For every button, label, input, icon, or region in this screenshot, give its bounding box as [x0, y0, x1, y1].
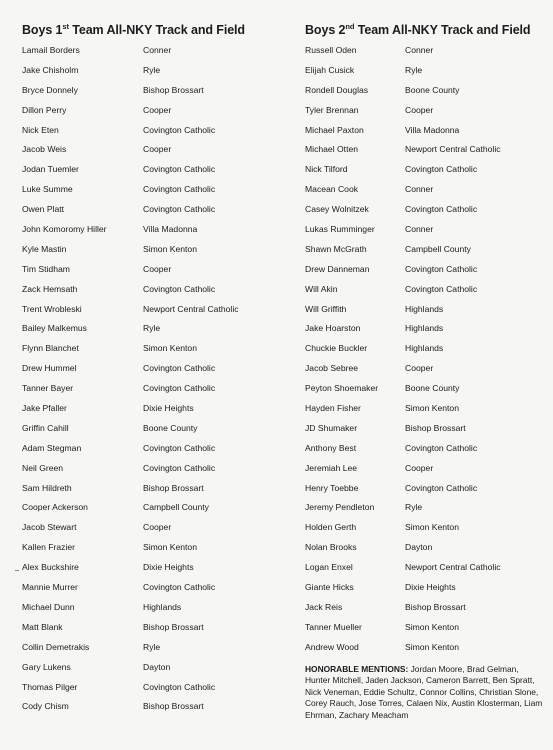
list-item — [22, 43, 282, 63]
athlete-name: Alex Buckshire — [22, 562, 79, 573]
school-name: Covington Catholic — [143, 363, 216, 374]
athlete-name: Will Griffith — [305, 303, 347, 314]
list-item — [305, 560, 550, 580]
list-item — [305, 540, 550, 560]
school-name: Newport Central Catholic — [405, 562, 501, 573]
school-name: Cooper — [143, 522, 172, 533]
school-name: Cooper — [143, 104, 172, 115]
list-item — [305, 182, 550, 202]
athlete-name: Anthony Best — [305, 442, 357, 453]
athlete-name: Drew Hummel — [22, 363, 77, 374]
athlete-name: Rondell Douglas — [305, 84, 369, 95]
list-item — [22, 660, 282, 680]
athlete-name: Flynn Blanchet — [22, 343, 79, 354]
athlete-name: Gary Lukens — [22, 661, 71, 672]
list-item — [22, 540, 282, 560]
list-item — [305, 63, 550, 83]
school-name: Campbell County — [405, 243, 471, 254]
title-text: Boys 2 — [305, 23, 346, 38]
list-item — [22, 441, 282, 461]
school-name: Bishop Brossart — [143, 621, 204, 632]
school-name: Highlands — [405, 323, 444, 334]
title-ordinal: st — [62, 22, 69, 31]
athlete-name: Sam Hildreth — [22, 482, 72, 493]
school-name: Covington Catholic — [143, 124, 216, 135]
school-name: Covington Catholic — [143, 204, 216, 215]
list-item — [305, 500, 550, 520]
list-item — [22, 620, 282, 640]
list-item — [22, 222, 282, 242]
athlete-name: Jake Hoarston — [305, 323, 361, 334]
athlete-name: Jeremiah Lee — [305, 462, 358, 473]
list-item — [22, 242, 282, 262]
athlete-name: Tim Stidham — [22, 263, 70, 274]
school-name: Covington Catholic — [143, 582, 216, 593]
school-name: Cooper — [405, 363, 434, 374]
athlete-name: Russell Oden — [305, 45, 357, 55]
list-item — [305, 520, 550, 540]
school-name: Simon Kenton — [405, 641, 459, 652]
school-name: Simon Kenton — [405, 522, 459, 533]
list-item — [305, 162, 550, 182]
school-name: Boone County — [143, 422, 198, 433]
school-name: Villa Madonna — [143, 224, 198, 235]
school-name: Covington Catholic — [405, 482, 478, 493]
school-name: Newport Central Catholic — [405, 144, 501, 155]
list-item — [305, 222, 550, 242]
athlete-name: Elijah Cusick — [305, 64, 355, 75]
athlete-name: Casey Wolnitzek — [305, 204, 369, 215]
list-item — [22, 321, 282, 341]
school-name: Dixie Heights — [143, 403, 194, 414]
school-name: Conner — [405, 45, 434, 55]
list-item — [305, 103, 550, 123]
school-name: Covington Catholic — [405, 204, 478, 215]
athlete-name: Logan Enxel — [305, 562, 353, 573]
athlete-name: Jacob Weis — [22, 144, 67, 155]
list-item — [305, 83, 550, 103]
athlete-name: Cooper Ackerson — [22, 502, 88, 513]
school-name: Boone County — [405, 84, 460, 95]
athlete-name: Lukas Rumminger — [305, 224, 375, 235]
title-text: Team All-NKY Track and Field — [68, 23, 245, 38]
athlete-name: Luke Summe — [22, 184, 73, 195]
school-name: Cooper — [405, 104, 434, 115]
athlete-name: Jack Reis — [305, 601, 343, 612]
list-item — [22, 182, 282, 202]
school-name: Covington Catholic — [405, 263, 478, 274]
list-item — [305, 381, 550, 401]
school-name: Campbell County — [143, 502, 209, 513]
school-name: Cooper — [143, 263, 172, 274]
athlete-name: Zack Hemsath — [22, 283, 78, 294]
list-item — [305, 142, 550, 162]
list-item — [22, 262, 282, 282]
athlete-name: Jeremy Pendleton — [305, 502, 375, 513]
list-item — [305, 43, 550, 63]
list-item — [22, 162, 282, 182]
school-name: Cooper — [405, 462, 434, 473]
school-name: Conner — [143, 45, 172, 55]
athlete-name: Dillon Perry — [22, 104, 67, 115]
athlete-name: Michael Paxton — [305, 124, 364, 135]
athlete-name: Griffin Cahill — [22, 422, 69, 433]
school-name: Dayton — [405, 542, 433, 553]
athlete-name: Michael Otten — [305, 144, 359, 155]
school-name: Bishop Brossart — [143, 701, 204, 712]
list-item — [305, 620, 550, 640]
list-item — [22, 580, 282, 600]
athlete-name: Drew Danneman — [305, 263, 370, 274]
title-text: Boys 1 — [22, 23, 63, 38]
athlete-name: Hayden Fisher — [305, 403, 361, 414]
list-item — [22, 481, 282, 501]
school-name: Covington Catholic — [405, 442, 478, 453]
athlete-name: Tanner Bayer — [22, 383, 74, 394]
first-team-title — [22, 22, 245, 37]
athlete-name: Thomas Pilger — [22, 681, 78, 692]
athlete-name: Matt Blank — [22, 621, 63, 632]
school-name: Simon Kenton — [405, 621, 459, 632]
athlete-name: JD Shumaker — [305, 422, 358, 433]
athlete-name: Macean Cook — [305, 184, 359, 195]
school-name: Bishop Brossart — [143, 482, 204, 493]
list-item — [22, 600, 282, 620]
school-name: Covington Catholic — [143, 681, 216, 692]
school-name: Newport Central Catholic — [143, 303, 239, 314]
list-item — [22, 520, 282, 540]
athlete-name: Tyler Brennan — [305, 104, 359, 115]
athlete-name: Lamail Borders — [22, 45, 80, 55]
athlete-name: Chuckie Buckler — [305, 343, 368, 354]
list-item — [305, 242, 550, 262]
athlete-name: Will Akin — [305, 283, 338, 294]
list-item — [305, 282, 550, 302]
title-text: Team All-NKY Track and Field — [354, 23, 531, 38]
athlete-name: Collin Demetrakis — [22, 641, 90, 652]
athlete-name: Nolan Brooks — [305, 542, 357, 553]
school-name: Conner — [405, 184, 434, 195]
list-item — [22, 680, 282, 700]
school-name: Highlands — [405, 343, 444, 354]
list-item — [22, 123, 282, 143]
athlete-name: Jacob Sebree — [305, 363, 359, 374]
list-item — [305, 580, 550, 600]
school-name: Dayton — [143, 661, 171, 672]
athlete-name: Kallen Frazier — [22, 542, 76, 553]
honorable-mentions-label: HONORABLE MENTIONS: — [305, 664, 409, 674]
honorable-mentions — [305, 664, 545, 721]
athlete-name: Nick Tilford — [305, 164, 348, 175]
list-item — [22, 500, 282, 520]
school-name: Simon Kenton — [143, 343, 197, 354]
school-name: Covington Catholic — [143, 383, 216, 394]
school-name: Covington Catholic — [143, 442, 216, 453]
athlete-name: Mannie Murrer — [22, 582, 78, 593]
school-name: Simon Kenton — [143, 542, 197, 553]
list-item — [305, 600, 550, 620]
list-item — [22, 202, 282, 222]
school-name: Covington Catholic — [405, 164, 478, 175]
list-item — [22, 560, 282, 580]
first-team-list — [22, 43, 282, 719]
school-name: Simon Kenton — [143, 243, 197, 254]
school-name: Villa Madonna — [405, 124, 460, 135]
list-item — [22, 302, 282, 322]
athlete-name: Owen Platt — [22, 204, 65, 215]
school-name: Ryle — [143, 323, 161, 334]
list-item — [22, 63, 282, 83]
school-name: Highlands — [143, 601, 182, 612]
school-name: Ryle — [405, 64, 423, 75]
second-team-title — [305, 22, 530, 37]
athlete-name: Henry Toebbe — [305, 482, 359, 493]
school-name: Dixie Heights — [405, 582, 456, 593]
athlete-name: Shawn McGrath — [305, 243, 367, 254]
list-item — [305, 361, 550, 381]
list-item — [305, 321, 550, 341]
list-item — [305, 302, 550, 322]
athlete-name: Jacob Stewart — [22, 522, 77, 533]
list-item — [22, 103, 282, 123]
school-name: Dixie Heights — [143, 562, 194, 573]
athlete-name: Trent Wrobleski — [22, 303, 82, 314]
list-item — [305, 401, 550, 421]
list-item — [305, 640, 550, 660]
list-item — [305, 262, 550, 282]
margin-mark — [15, 570, 19, 571]
list-item — [305, 341, 550, 361]
list-item — [22, 83, 282, 103]
list-item — [305, 421, 550, 441]
school-name: Ryle — [143, 64, 161, 75]
athlete-name: Bryce Donnely — [22, 84, 78, 95]
athlete-name: John Komoromy Hiller — [22, 224, 107, 235]
list-item — [22, 341, 282, 361]
list-item — [22, 640, 282, 660]
school-name: Covington Catholic — [143, 462, 216, 473]
school-name: Covington Catholic — [405, 283, 478, 294]
school-name: Ryle — [405, 502, 423, 513]
athlete-name: Nick Eten — [22, 124, 59, 135]
list-item — [22, 381, 282, 401]
list-item — [305, 123, 550, 143]
athlete-name: Jake Pfaller — [22, 403, 67, 414]
school-name: Boone County — [405, 383, 460, 394]
athlete-name: Jake Chisholm — [22, 64, 79, 75]
school-name: Simon Kenton — [405, 403, 459, 414]
school-name: Covington Catholic — [143, 184, 216, 195]
athlete-name: Giante Hicks — [305, 582, 354, 593]
list-item — [22, 421, 282, 441]
list-item — [305, 461, 550, 481]
athlete-name: Michael Dunn — [22, 601, 75, 612]
list-item — [22, 361, 282, 381]
honorable-mentions-names: Jordan Moore, Brad Gelman, Hunter Mitchell, Jaden Jackson, Cameron Barrett, Ben Spratt, Nick Veneman, Eddie Schultz, Connor Collins, Christian Slone, Corey Rauch, Jose Torres, Calaen Nix, Austin Klosterman, Liam Ehrman, Zachary Meacham — [305, 664, 543, 720]
list-item — [22, 461, 282, 481]
school-name: Bishop Brossart — [143, 84, 204, 95]
school-name: Cooper — [143, 144, 172, 155]
title-ordinal: nd — [345, 22, 355, 31]
athlete-name: Holden Gerth — [305, 522, 357, 533]
athlete-name: Bailey Malkemus — [22, 323, 87, 334]
athlete-name: Adam Stegman — [22, 442, 82, 453]
athlete-name: Peyton Shoemaker — [305, 383, 379, 394]
list-item — [22, 142, 282, 162]
athlete-name: Jodan Tuemler — [22, 164, 79, 175]
school-name: Covington Catholic — [143, 283, 216, 294]
list-item — [305, 481, 550, 501]
athlete-name: Andrew Wood — [305, 641, 359, 652]
list-item — [305, 441, 550, 461]
school-name: Covington Catholic — [143, 164, 216, 175]
school-name: Bishop Brossart — [405, 601, 466, 612]
list-item — [22, 699, 282, 719]
second-team-list — [305, 43, 550, 660]
school-name: Ryle — [143, 641, 161, 652]
athlete-name: Tanner Mueller — [305, 621, 362, 632]
school-name: Highlands — [405, 303, 444, 314]
list-item — [305, 202, 550, 222]
athlete-name: Neil Green — [22, 462, 64, 473]
list-item — [22, 282, 282, 302]
school-name: Conner — [405, 224, 434, 235]
school-name: Bishop Brossart — [405, 422, 466, 433]
athlete-name: Cody Chism — [22, 701, 69, 712]
list-item — [22, 401, 282, 421]
athlete-name: Kyle Mastin — [22, 243, 67, 254]
